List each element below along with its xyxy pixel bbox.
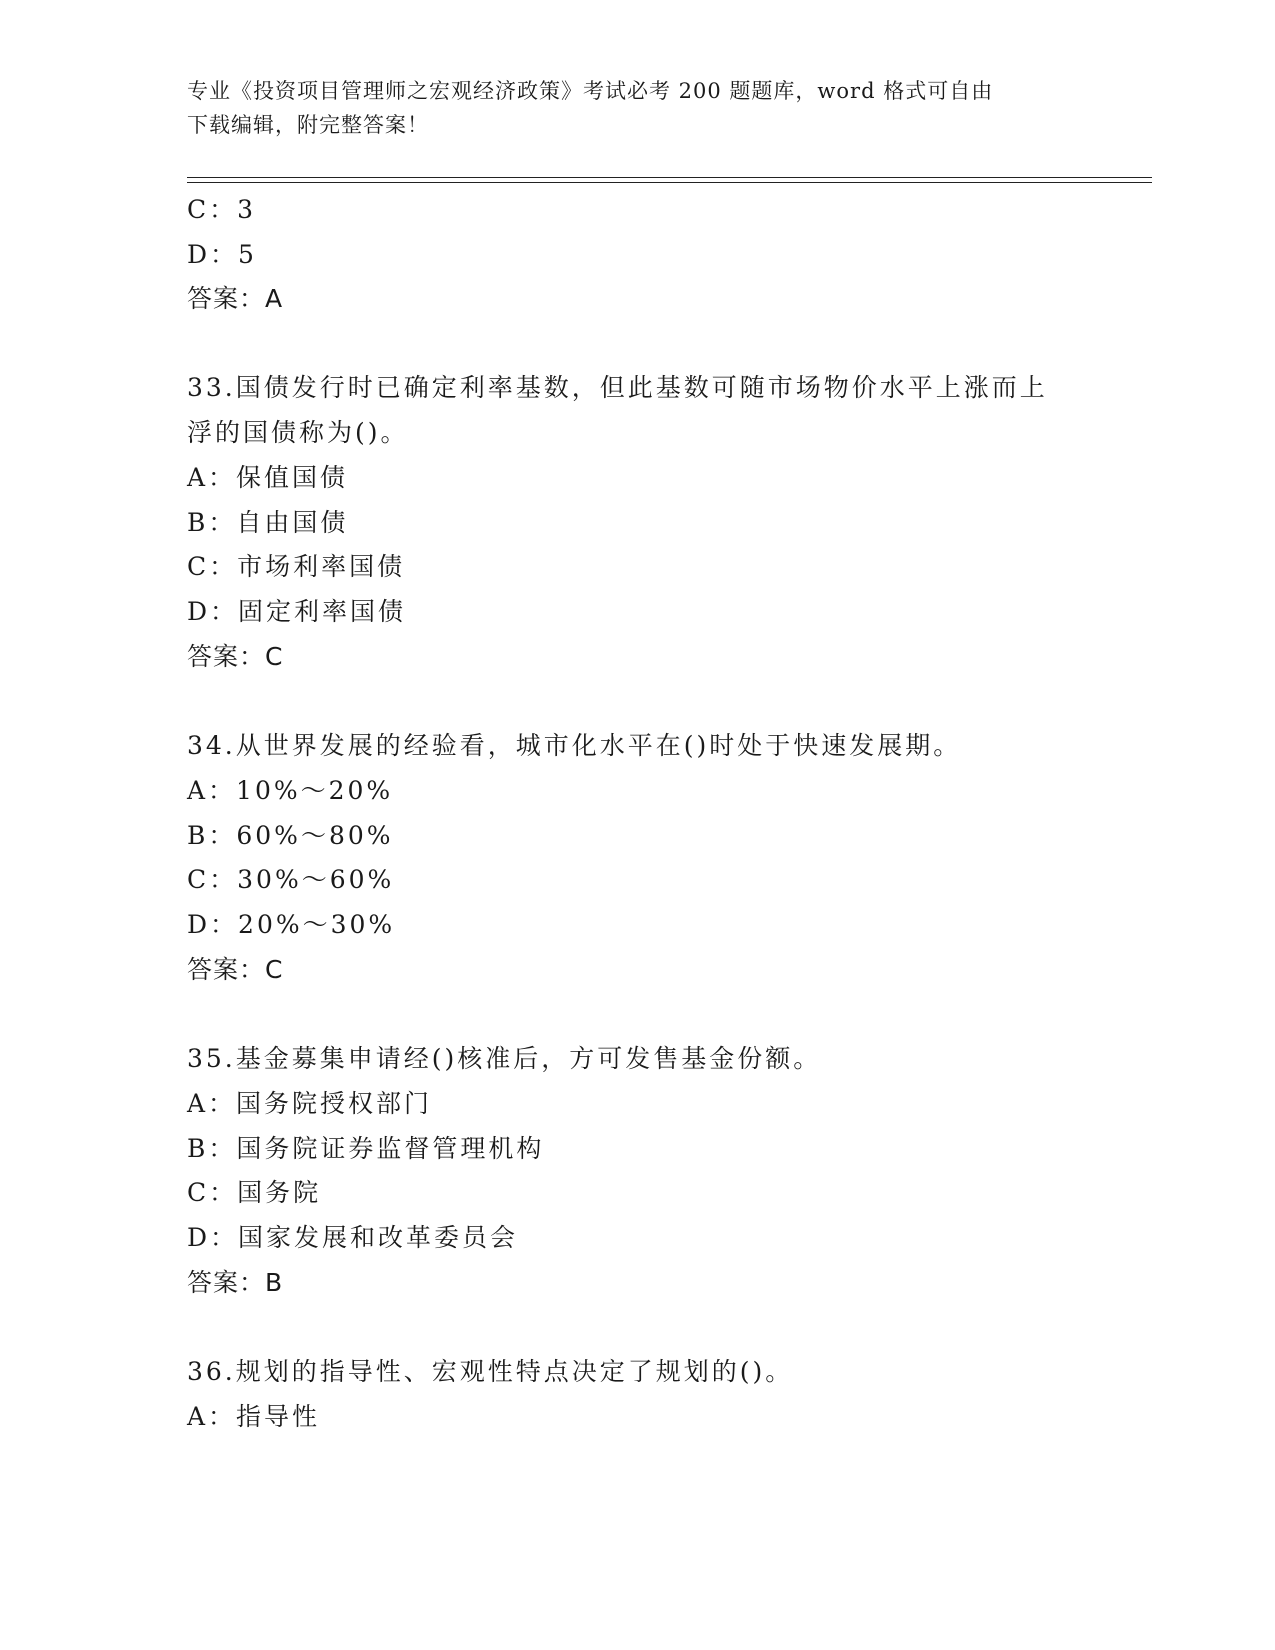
q33-option-d: D：固定利率国债	[187, 597, 407, 626]
header-line-2: 下载编辑，附完整答案！	[187, 113, 429, 137]
q34-answer: 答案：C	[187, 955, 284, 984]
q33-stem-line-1: 33.国债发行时已确定利率基数，但此基数可随市场物价水平上涨而上	[187, 373, 1048, 402]
q36-option-a: A：指导性	[187, 1402, 321, 1431]
header-rule-top	[187, 177, 1152, 178]
q35-option-d: D：国家发展和改革委员会	[187, 1223, 519, 1252]
q34-option-d: D：20%～30%	[187, 910, 396, 939]
q33-option-a: A：保值国债	[187, 463, 349, 492]
q35-option-a: A：国务院授权部门	[187, 1089, 433, 1118]
q32-option-c: C：3	[187, 195, 257, 224]
q36-stem-line-1: 36.规划的指导性、宏观性特点决定了规划的()。	[187, 1357, 794, 1386]
q33-option-c: C：市场利率国债	[187, 552, 406, 581]
header-rule-bottom	[187, 182, 1152, 183]
header-line-1: 专业《投资项目管理师之宏观经济政策》考试必考 200 题题库，word 格式可自由	[187, 79, 994, 103]
q33-option-b: B：自由国债	[187, 508, 349, 537]
q35-answer: 答案：B	[187, 1268, 284, 1297]
q35-option-c: C：国务院	[187, 1178, 322, 1207]
q32-answer: 答案：A	[187, 284, 284, 313]
q34-stem-line-1: 34.从世界发展的经验看，城市化水平在()时处于快速发展期。	[187, 731, 962, 760]
document-header	[187, 74, 1087, 142]
q33-stem-line-2: 浮的国债称为()。	[187, 418, 409, 447]
q35-stem-line-1: 35.基金募集申请经()核准后，方可发售基金份额。	[187, 1044, 822, 1073]
q33-answer: 答案：C	[187, 642, 284, 671]
q35-option-b: B：国务院证券监督管理机构	[187, 1134, 545, 1163]
q34-option-b: B：60%～80%	[187, 821, 394, 850]
q34-option-a: A：10%～20%	[187, 776, 394, 805]
q32-option-d: D：5	[187, 240, 257, 269]
q34-option-c: C：30%～60%	[187, 865, 395, 894]
